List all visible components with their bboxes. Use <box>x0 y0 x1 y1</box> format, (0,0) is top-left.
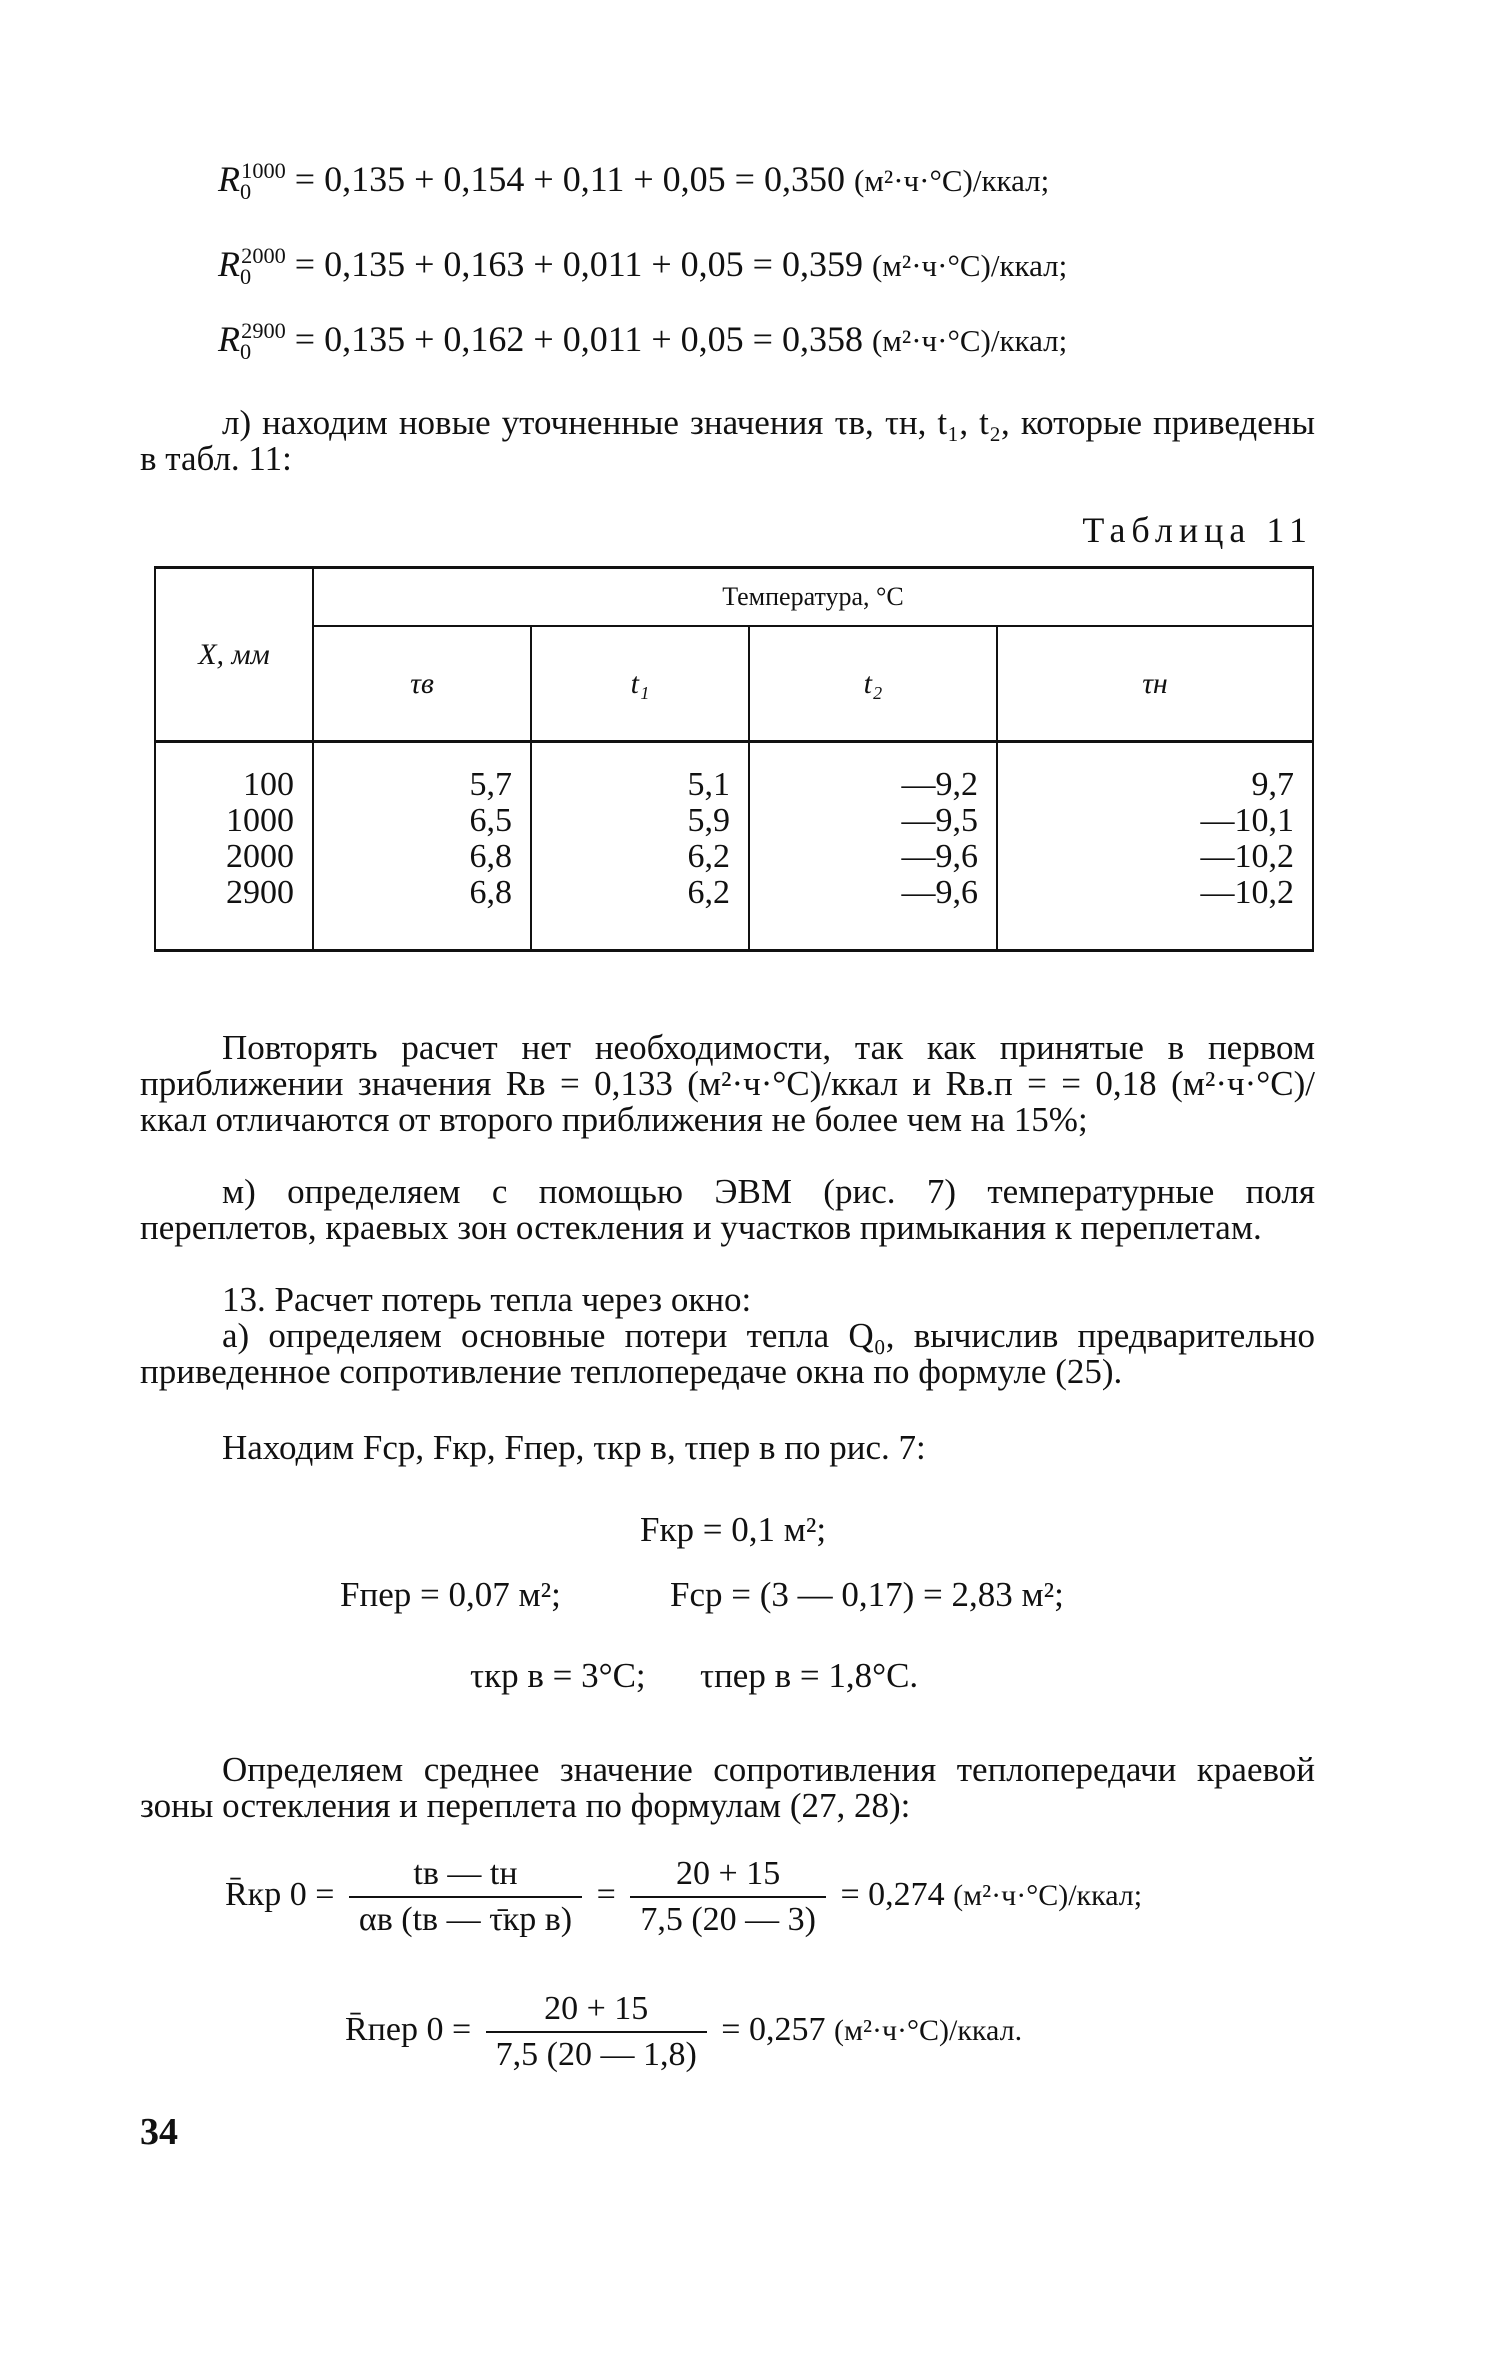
cell-tau-n: 9,7 <box>997 742 1313 804</box>
cell-t2: —9,6 <box>749 875 997 951</box>
fraction-2: $\frac{20 + 15}{7,5 (20 — 3)}$ <box>630 1855 826 1939</box>
col-tau-n-header: τн <box>997 626 1313 742</box>
cell-t1: 6,2 <box>531 839 749 875</box>
page-number: 34 <box>140 2111 178 2153</box>
cell-t1: 5,1 <box>531 742 749 804</box>
cell-t1: 5,9 <box>531 803 749 839</box>
cell-t2: —9,5 <box>749 803 997 839</box>
table-row <box>155 803 1313 839</box>
cell-tau-n: —10,2 <box>997 875 1313 951</box>
equation-fper: Fпер = 0,07 м²; <box>340 1575 561 1614</box>
cell-t1: 6,2 <box>531 875 749 951</box>
equation-r2900: $R_0^{2900} = 0,135 + 0,162 + 0,011 + 0,05 = 0,358$ (м²·ч·°С)/ккал; <box>218 318 1068 365</box>
cell-tau-v: 5,7 <box>313 742 531 804</box>
equation-r1000: $R_0^{1000} = 0,135 + 0,154 + 0,11 + 0,05 = 0,350$ (м²·ч·°С)/ккал; <box>218 158 1050 205</box>
cell-tau-v: 6,5 <box>313 803 531 839</box>
paragraph-a: а) определяем основные потери тепла Q₀, вычислив предварительно приведенное сопротивление теплопередаче окна по формуле (25). <box>140 1316 1315 1391</box>
cell-tau-n: —10,2 <box>997 839 1313 875</box>
paragraph-find: Находим Fср, Fкр, Fпер, τкр в, τпер в по рис. 7: <box>222 1428 926 1467</box>
col-tau-v-header: τв <box>313 626 531 742</box>
temperature-table <box>154 566 1314 952</box>
paragraph-l: л) находим новые уточненные значения τв, τн, t₁, t₂, которые приведены в табл. 11: <box>140 403 1315 478</box>
paragraph-repeat: Повторять расчет нет необходимости, так как принятые в первом приближении значения Rв = 0,133 (м²·ч·°С)/ккал и Rв.п = = 0,18 (м²·ч·°С)/ккал отличаются от второго приближения не более чем на 15%; <box>140 1028 1315 1139</box>
table-row <box>155 875 1313 951</box>
table-row <box>155 839 1313 875</box>
col-t1-header: t₁ <box>531 626 749 742</box>
fraction-1: $\frac{tв — tн}{\text{αв (tв — τ̄кр в)}}$ <box>349 1855 582 1939</box>
cell-tau-n: —10,1 <box>997 803 1313 839</box>
cell-t2: —9,2 <box>749 742 997 804</box>
col-x-header: X, мм <box>155 568 313 742</box>
paragraph-define: Определяем среднее значение сопротивления теплопередачи краевой зоны остекления и переплета по формулам (27, 28): <box>140 1750 1315 1825</box>
temperature-group-header: Температура, °С <box>313 568 1313 627</box>
cell-t2: —9,6 <box>749 839 997 875</box>
formula-r-per: R̄пер 0 = $\frac{20 + 15}{7,5 (20 — 1,8)}$ = 0,257 (м²·ч·°С)/ккал. <box>345 1990 1023 2073</box>
paragraph-m: м) определяем с помощью ЭВМ (рис. 7) температурные поля переплетов, краевых зон остекления и участков примыкания к переплетам. <box>140 1172 1315 1247</box>
equation-tau-per: τпер в = 1,8°С. <box>700 1656 919 1695</box>
equation-fkr: Fкр = 0,1 м²; <box>640 1510 827 1549</box>
formula-r-kr: R̄кр 0 = $\frac{tв — tн}{\text{αв (tв — τ̄кр в)}}$ = $\frac{20 + 15}{7,5 (20 — 3)}$ = 0,274 (м²·ч·°С)/ккал; <box>225 1855 1143 1938</box>
cell-x: 2000 <box>155 839 313 875</box>
table-row <box>155 742 1313 804</box>
cell-x: 2900 <box>155 875 313 951</box>
equation-r2000: $R_0^{2000} = 0,135 + 0,163 + 0,011 + 0,05 = 0,359$ (м²·ч·°С)/ккал; <box>218 243 1068 290</box>
equation-tau-kr: τкр в = 3°С; <box>470 1656 646 1695</box>
formula-r-kr-lhs: R̄кр 0 = <box>225 1875 335 1913</box>
cell-x: 1000 <box>155 803 313 839</box>
equation-fsr: Fср = (3 — 0,17) = 2,83 м²; <box>670 1575 1064 1614</box>
col-t2-header: t₂ <box>749 626 997 742</box>
cell-tau-v: 6,8 <box>313 875 531 951</box>
formula-r-per-lhs: R̄пер 0 = <box>345 2010 472 2048</box>
fraction-3: $\frac{20 + 15}{7,5 (20 — 1,8)}$ <box>486 1990 707 2074</box>
table-caption: Таблица 11 <box>1082 510 1313 550</box>
paragraph-13: 13. Расчет потерь тепла через окно: <box>222 1280 752 1319</box>
cell-tau-v: 6,8 <box>313 839 531 875</box>
cell-x: 100 <box>155 742 313 804</box>
